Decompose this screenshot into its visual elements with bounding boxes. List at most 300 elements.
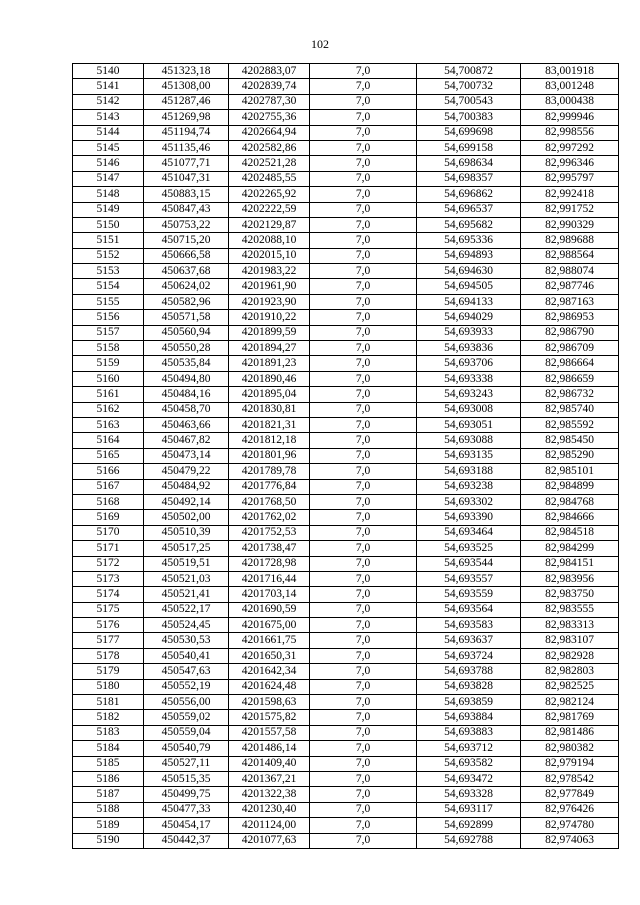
y-coordinate-cell: 4201728,98 [229,556,310,571]
longitude-cell: 82,989688 [521,233,619,248]
x-coordinate-cell: 450624,02 [144,279,229,294]
x-coordinate-cell: 450540,79 [144,741,229,756]
depth-cell: 7,0 [310,818,417,833]
point-number-cell: 5163 [73,417,144,432]
y-coordinate-cell: 4201650,31 [229,648,310,663]
y-coordinate-cell: 4202787,30 [229,94,310,109]
table-row [73,140,619,155]
longitude-cell: 82,983750 [521,587,619,602]
point-number-cell: 5181 [73,695,144,710]
latitude-cell: 54,693302 [417,494,521,509]
table-row [73,187,619,202]
table-row [73,802,619,817]
y-coordinate-cell: 4201910,22 [229,310,310,325]
table-row [73,571,619,586]
y-coordinate-cell: 4201891,23 [229,356,310,371]
latitude-cell: 54,693883 [417,725,521,740]
depth-cell: 7,0 [310,202,417,217]
latitude-cell: 54,693557 [417,571,521,586]
depth-cell: 7,0 [310,156,417,171]
x-coordinate-cell: 450582,96 [144,294,229,309]
table-row [73,479,619,494]
depth-cell: 7,0 [310,448,417,463]
longitude-cell: 82,978542 [521,771,619,786]
y-coordinate-cell: 4202664,94 [229,125,310,140]
table-row [73,64,619,79]
latitude-cell: 54,693338 [417,371,521,386]
point-number-cell: 5187 [73,787,144,802]
table-row [73,525,619,540]
longitude-cell: 82,984899 [521,479,619,494]
longitude-cell: 82,985450 [521,433,619,448]
table-row [73,679,619,694]
longitude-cell: 82,985740 [521,402,619,417]
longitude-cell: 82,986659 [521,371,619,386]
depth-cell: 7,0 [310,264,417,279]
y-coordinate-cell: 4201752,53 [229,525,310,540]
x-coordinate-cell: 450550,28 [144,341,229,356]
point-number-cell: 5161 [73,387,144,402]
depth-cell: 7,0 [310,433,417,448]
longitude-cell: 82,999946 [521,110,619,125]
x-coordinate-cell: 450637,68 [144,264,229,279]
longitude-cell: 82,992418 [521,187,619,202]
y-coordinate-cell: 4201776,84 [229,479,310,494]
point-number-cell: 5149 [73,202,144,217]
point-number-cell: 5165 [73,448,144,463]
depth-cell: 7,0 [310,341,417,356]
longitude-cell: 82,981486 [521,725,619,740]
latitude-cell: 54,693559 [417,587,521,602]
point-number-cell: 5156 [73,310,144,325]
longitude-cell: 82,979194 [521,756,619,771]
x-coordinate-cell: 450484,16 [144,387,229,402]
depth-cell: 7,0 [310,402,417,417]
x-coordinate-cell: 451047,31 [144,171,229,186]
x-coordinate-cell: 450883,15 [144,187,229,202]
table-row [73,618,619,633]
longitude-cell: 82,984768 [521,494,619,509]
latitude-cell: 54,693583 [417,618,521,633]
table-row [73,341,619,356]
y-coordinate-cell: 4201812,18 [229,433,310,448]
latitude-cell: 54,693637 [417,633,521,648]
table-row [73,279,619,294]
table-row [73,217,619,232]
latitude-cell: 54,698357 [417,171,521,186]
point-number-cell: 5153 [73,264,144,279]
longitude-cell: 82,984518 [521,525,619,540]
longitude-cell: 82,986953 [521,310,619,325]
table-row [73,448,619,463]
point-number-cell: 5177 [73,633,144,648]
point-number-cell: 5143 [73,110,144,125]
y-coordinate-cell: 4202883,07 [229,64,310,79]
longitude-cell: 82,983555 [521,602,619,617]
y-coordinate-cell: 4201890,46 [229,371,310,386]
depth-cell: 7,0 [310,510,417,525]
point-number-cell: 5182 [73,710,144,725]
table-row [73,294,619,309]
table-row [73,94,619,109]
y-coordinate-cell: 4202129,87 [229,217,310,232]
point-number-cell: 5190 [73,833,144,848]
point-number-cell: 5171 [73,541,144,556]
x-coordinate-cell: 450458,70 [144,402,229,417]
table-row [73,110,619,125]
table-row [73,233,619,248]
point-number-cell: 5173 [73,571,144,586]
depth-cell: 7,0 [310,479,417,494]
longitude-cell: 82,986732 [521,387,619,402]
point-number-cell: 5189 [73,818,144,833]
table-row [73,387,619,402]
y-coordinate-cell: 4201690,59 [229,602,310,617]
longitude-cell: 82,982124 [521,695,619,710]
y-coordinate-cell: 4201322,38 [229,787,310,802]
depth-cell: 7,0 [310,556,417,571]
table-row [73,725,619,740]
point-number-cell: 5166 [73,464,144,479]
point-number-cell: 5142 [73,94,144,109]
x-coordinate-cell: 450510,39 [144,525,229,540]
point-number-cell: 5185 [73,756,144,771]
x-coordinate-cell: 450467,82 [144,433,229,448]
latitude-cell: 54,693472 [417,771,521,786]
longitude-cell: 82,991752 [521,202,619,217]
depth-cell: 7,0 [310,279,417,294]
y-coordinate-cell: 4201738,47 [229,541,310,556]
y-coordinate-cell: 4201894,27 [229,341,310,356]
depth-cell: 7,0 [310,248,417,263]
latitude-cell: 54,693582 [417,756,521,771]
longitude-cell: 82,986664 [521,356,619,371]
longitude-cell: 82,987163 [521,294,619,309]
x-coordinate-cell: 451269,98 [144,110,229,125]
depth-cell: 7,0 [310,602,417,617]
longitude-cell: 82,981769 [521,710,619,725]
depth-cell: 7,0 [310,217,417,232]
depth-cell: 7,0 [310,648,417,663]
table-row [73,695,619,710]
point-number-cell: 5168 [73,494,144,509]
x-coordinate-cell: 450499,75 [144,787,229,802]
x-coordinate-cell: 450571,58 [144,310,229,325]
point-number-cell: 5157 [73,325,144,340]
y-coordinate-cell: 4202839,74 [229,79,310,94]
point-number-cell: 5158 [73,341,144,356]
x-coordinate-cell: 450556,00 [144,695,229,710]
depth-cell: 7,0 [310,725,417,740]
latitude-cell: 54,693238 [417,479,521,494]
depth-cell: 7,0 [310,171,417,186]
longitude-cell: 82,996346 [521,156,619,171]
latitude-cell: 54,693788 [417,664,521,679]
depth-cell: 7,0 [310,587,417,602]
longitude-cell: 82,983107 [521,633,619,648]
longitude-cell: 82,988074 [521,264,619,279]
latitude-cell: 54,700383 [417,110,521,125]
latitude-cell: 54,696862 [417,187,521,202]
longitude-cell: 82,983313 [521,618,619,633]
y-coordinate-cell: 4201367,21 [229,771,310,786]
y-coordinate-cell: 4201661,75 [229,633,310,648]
longitude-cell: 82,988564 [521,248,619,263]
point-number-cell: 5148 [73,187,144,202]
x-coordinate-cell: 450454,17 [144,818,229,833]
y-coordinate-cell: 4201598,63 [229,695,310,710]
x-coordinate-cell: 450479,22 [144,464,229,479]
longitude-cell: 82,980382 [521,741,619,756]
latitude-cell: 54,693243 [417,387,521,402]
y-coordinate-cell: 4202755,36 [229,110,310,125]
depth-cell: 7,0 [310,787,417,802]
latitude-cell: 54,694630 [417,264,521,279]
table-row [73,156,619,171]
latitude-cell: 54,693525 [417,541,521,556]
depth-cell: 7,0 [310,387,417,402]
longitude-cell: 82,990329 [521,217,619,232]
depth-cell: 7,0 [310,417,417,432]
depth-cell: 7,0 [310,64,417,79]
point-number-cell: 5147 [73,171,144,186]
depth-cell: 7,0 [310,633,417,648]
page-number: 102 [311,37,329,51]
y-coordinate-cell: 4201124,00 [229,818,310,833]
table-row [73,325,619,340]
point-number-cell: 5186 [73,771,144,786]
latitude-cell: 54,693135 [417,448,521,463]
x-coordinate-cell: 450473,14 [144,448,229,463]
point-number-cell: 5146 [73,156,144,171]
table-row [73,818,619,833]
longitude-cell: 82,976426 [521,802,619,817]
depth-cell: 7,0 [310,310,417,325]
y-coordinate-cell: 4201895,04 [229,387,310,402]
longitude-cell: 82,982525 [521,679,619,694]
depth-cell: 7,0 [310,741,417,756]
x-coordinate-cell: 450519,51 [144,556,229,571]
longitude-cell: 82,985101 [521,464,619,479]
table-row [73,248,619,263]
depth-cell: 7,0 [310,679,417,694]
table-row [73,494,619,509]
x-coordinate-cell: 450560,94 [144,325,229,340]
depth-cell: 7,0 [310,541,417,556]
point-number-cell: 5170 [73,525,144,540]
latitude-cell: 54,700872 [417,64,521,79]
x-coordinate-cell: 450517,25 [144,541,229,556]
point-number-cell: 5167 [73,479,144,494]
longitude-cell: 83,001248 [521,79,619,94]
x-coordinate-cell: 450559,04 [144,725,229,740]
table-row [73,648,619,663]
y-coordinate-cell: 4201983,22 [229,264,310,279]
point-number-cell: 5151 [73,233,144,248]
point-number-cell: 5155 [73,294,144,309]
point-number-cell: 5176 [73,618,144,633]
coordinates-table-body [73,64,619,849]
latitude-cell: 54,693051 [417,417,521,432]
longitude-cell: 82,974063 [521,833,619,848]
depth-cell: 7,0 [310,464,417,479]
x-coordinate-cell: 450547,63 [144,664,229,679]
depth-cell: 7,0 [310,833,417,848]
x-coordinate-cell: 450515,35 [144,771,229,786]
latitude-cell: 54,693117 [417,802,521,817]
point-number-cell: 5150 [73,217,144,232]
depth-cell: 7,0 [310,371,417,386]
longitude-cell: 82,977849 [521,787,619,802]
latitude-cell: 54,694893 [417,248,521,263]
x-coordinate-cell: 451194,74 [144,125,229,140]
x-coordinate-cell: 450522,17 [144,602,229,617]
depth-cell: 7,0 [310,233,417,248]
x-coordinate-cell: 450477,33 [144,802,229,817]
table-row [73,587,619,602]
depth-cell: 7,0 [310,187,417,202]
longitude-cell: 82,987746 [521,279,619,294]
point-number-cell: 5180 [73,679,144,694]
depth-cell: 7,0 [310,695,417,710]
latitude-cell: 54,693836 [417,341,521,356]
y-coordinate-cell: 4202582,86 [229,140,310,155]
y-coordinate-cell: 4201703,14 [229,587,310,602]
depth-cell: 7,0 [310,618,417,633]
table-row [73,79,619,94]
y-coordinate-cell: 4201830,81 [229,402,310,417]
table-row [73,771,619,786]
depth-cell: 7,0 [310,110,417,125]
point-number-cell: 5178 [73,648,144,663]
latitude-cell: 54,695336 [417,233,521,248]
x-coordinate-cell: 451287,46 [144,94,229,109]
latitude-cell: 54,693188 [417,464,521,479]
x-coordinate-cell: 450666,58 [144,248,229,263]
point-number-cell: 5169 [73,510,144,525]
longitude-cell: 83,000438 [521,94,619,109]
longitude-cell: 82,997292 [521,140,619,155]
depth-cell: 7,0 [310,664,417,679]
latitude-cell: 54,693828 [417,679,521,694]
y-coordinate-cell: 4202015,10 [229,248,310,263]
latitude-cell: 54,693724 [417,648,521,663]
latitude-cell: 54,693884 [417,710,521,725]
latitude-cell: 54,694133 [417,294,521,309]
point-number-cell: 5183 [73,725,144,740]
depth-cell: 7,0 [310,140,417,155]
point-number-cell: 5188 [73,802,144,817]
y-coordinate-cell: 4201716,44 [229,571,310,586]
table-row [73,710,619,725]
latitude-cell: 54,693933 [417,325,521,340]
latitude-cell: 54,693544 [417,556,521,571]
depth-cell: 7,0 [310,571,417,586]
y-coordinate-cell: 4201923,90 [229,294,310,309]
latitude-cell: 54,692788 [417,833,521,848]
point-number-cell: 5164 [73,433,144,448]
y-coordinate-cell: 4201768,50 [229,494,310,509]
x-coordinate-cell: 450521,03 [144,571,229,586]
point-number-cell: 5174 [73,587,144,602]
y-coordinate-cell: 4201575,82 [229,710,310,725]
point-number-cell: 5141 [73,79,144,94]
table-row [73,310,619,325]
longitude-cell: 82,985290 [521,448,619,463]
x-coordinate-cell: 451077,71 [144,156,229,171]
y-coordinate-cell: 4201077,63 [229,833,310,848]
x-coordinate-cell: 450502,00 [144,510,229,525]
longitude-cell: 82,984666 [521,510,619,525]
y-coordinate-cell: 4201789,78 [229,464,310,479]
latitude-cell: 54,694029 [417,310,521,325]
y-coordinate-cell: 4201675,00 [229,618,310,633]
x-coordinate-cell: 450715,20 [144,233,229,248]
table-row [73,464,619,479]
table-row [73,171,619,186]
x-coordinate-cell: 450847,43 [144,202,229,217]
latitude-cell: 54,695682 [417,217,521,232]
y-coordinate-cell: 4201230,40 [229,802,310,817]
depth-cell: 7,0 [310,494,417,509]
latitude-cell: 54,693008 [417,402,521,417]
point-number-cell: 5159 [73,356,144,371]
table-row [73,402,619,417]
x-coordinate-cell: 450521,41 [144,587,229,602]
latitude-cell: 54,694505 [417,279,521,294]
depth-cell: 7,0 [310,771,417,786]
x-coordinate-cell: 450494,80 [144,371,229,386]
table-row [73,787,619,802]
point-number-cell: 5154 [73,279,144,294]
latitude-cell: 54,692899 [417,818,521,833]
latitude-cell: 54,693464 [417,525,521,540]
table-row [73,556,619,571]
y-coordinate-cell: 4201762,02 [229,510,310,525]
y-coordinate-cell: 4202222,59 [229,202,310,217]
x-coordinate-cell: 450492,14 [144,494,229,509]
table-row [73,633,619,648]
depth-cell: 7,0 [310,525,417,540]
depth-cell: 7,0 [310,802,417,817]
y-coordinate-cell: 4201486,14 [229,741,310,756]
y-coordinate-cell: 4201557,58 [229,725,310,740]
x-coordinate-cell: 450442,37 [144,833,229,848]
depth-cell: 7,0 [310,294,417,309]
table-row [73,664,619,679]
table-row [73,541,619,556]
table-row [73,510,619,525]
y-coordinate-cell: 4202521,28 [229,156,310,171]
x-coordinate-cell: 450527,11 [144,756,229,771]
table-row [73,264,619,279]
y-coordinate-cell: 4201801,96 [229,448,310,463]
x-coordinate-cell: 450559,02 [144,710,229,725]
latitude-cell: 54,693859 [417,695,521,710]
table-row [73,356,619,371]
x-coordinate-cell: 451135,46 [144,140,229,155]
y-coordinate-cell: 4201961,90 [229,279,310,294]
depth-cell: 7,0 [310,756,417,771]
x-coordinate-cell: 450540,41 [144,648,229,663]
x-coordinate-cell: 451323,18 [144,64,229,79]
y-coordinate-cell: 4202088,10 [229,233,310,248]
table-row [73,417,619,432]
coordinates-table [72,63,619,849]
x-coordinate-cell: 450535,84 [144,356,229,371]
point-number-cell: 5162 [73,402,144,417]
x-coordinate-cell: 450552,19 [144,679,229,694]
